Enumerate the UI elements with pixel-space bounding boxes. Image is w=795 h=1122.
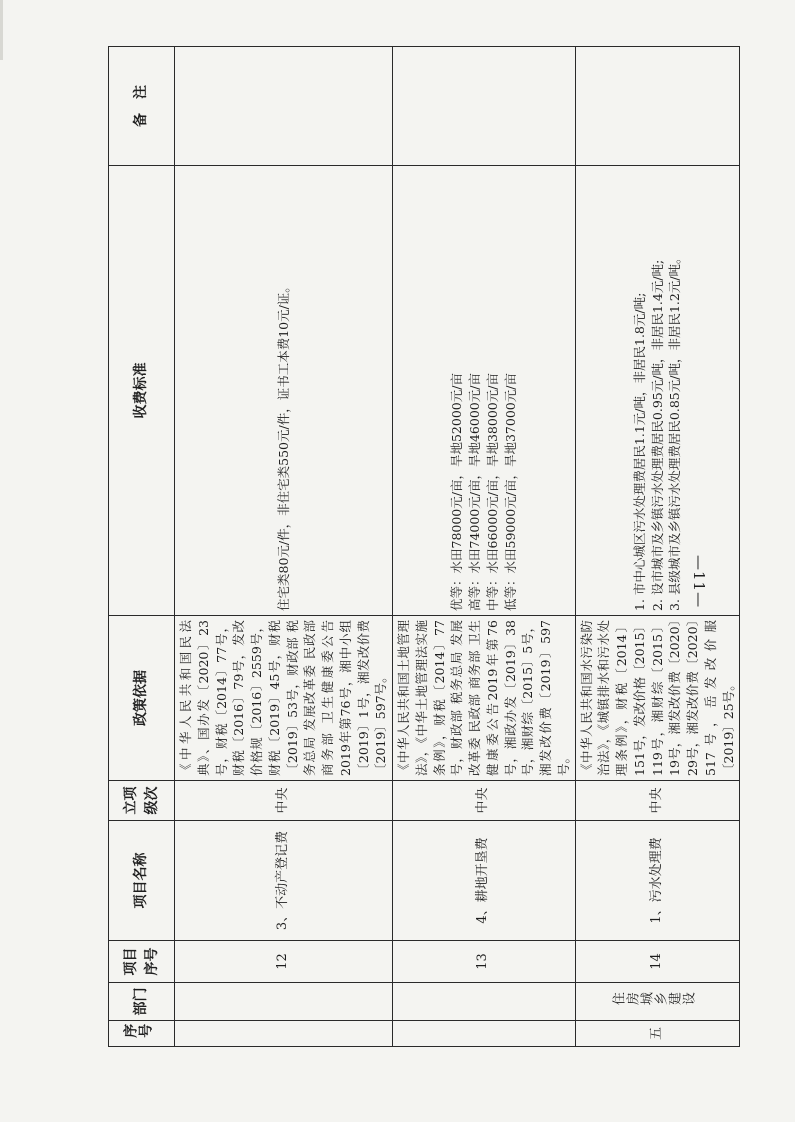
cell-seq <box>393 1021 576 1047</box>
header-dept: 部门 <box>109 983 175 1021</box>
standard-line: 1. 市中心城区污水处理费居民1.1元/吨，非居民1.8元/吨; <box>631 292 647 611</box>
cell-item-seq: 12 <box>175 941 393 983</box>
cell-basis: 《中华人民共和国土地管理法》，《中华土地管理法实施条例》，财税〔2014〕77号，财政部 税务总局 发展改革委 民政部 商务部 卫生健康委公告2019年第76号，湘政办发〔2019〕38号，湘财综〔2015〕5号，湘发改价费〔2019〕597号。 <box>393 616 576 781</box>
cell-level: 中央 <box>175 781 393 821</box>
standard-line: 中等：水田66000元/亩，旱地38000元/亩 <box>484 373 500 611</box>
standard-line: 住宅类80元/件，非住宅类550元/件，证书工本费10元/证。 <box>275 280 291 611</box>
cell-standard <box>575 166 740 616</box>
cell-dept <box>175 983 393 1021</box>
cell-seq: 五 <box>575 1021 740 1047</box>
table-header-row <box>109 47 175 1047</box>
header-standard: 收费标准 <box>109 166 175 616</box>
table-row <box>175 47 393 1047</box>
header-item-name: 项目名称 <box>109 821 175 941</box>
cell-remark <box>175 47 393 166</box>
cell-remark <box>575 47 740 166</box>
cell-standard <box>393 166 576 616</box>
header-basis: 政策依据 <box>109 616 175 781</box>
cell-seq <box>175 1021 393 1047</box>
standard-line: 优等：水田78000元/亩，旱地52000元/亩 <box>449 373 465 611</box>
cell-basis: 《中华人民共和国民法典》、国办发〔2020〕23号，财税〔2014〕77号，财税〔2016〕79号，发改价格规〔2016〕2559号，财税〔2019〕45号，财税〔2019〕53号，财政部 税务总局 发展改革委 民政部 商务部 卫生健康委公告2019年第76号，湘中小组〔2019〕1号，湘发改价费〔2019〕597号。 <box>175 616 393 781</box>
table-row <box>575 47 740 1047</box>
cell-dept <box>393 983 576 1021</box>
header-level: 立项级次 <box>109 781 175 821</box>
standard-line: 2. 设市城市及乡镇污水处理费居民0.95元/吨，非居民1.4元/吨; <box>649 259 665 611</box>
cell-item-name: 3、不动产登记费 <box>175 821 393 941</box>
cell-basis: 《中华人民共和国水污染防治法》，《城镇排水和污水处理条例》，财税〔2014〕151号，发改价格〔2015〕119号，湘财综〔2015〕19号，湘发改价费〔2020〕29号，湘发改价费〔2020〕517号，岳发改价服〔2019〕25号。 <box>575 616 740 781</box>
cell-item-name: 1、污水处理费 <box>575 821 740 941</box>
header-remark: 备 注 <box>109 47 175 166</box>
cell-remark <box>393 47 576 166</box>
cell-level: 中央 <box>393 781 576 821</box>
fee-table <box>108 46 740 1047</box>
standard-line: 高等：水田74000元/亩，旱地46000元/亩 <box>467 373 482 611</box>
page-number: —11— <box>690 555 708 609</box>
cell-item-name: 4、耕地开垦费 <box>393 821 576 941</box>
cell-item-seq: 13 <box>393 941 576 983</box>
standard-line: 低等：水田59000元/亩，旱地37000元/亩 <box>502 373 518 611</box>
standard-line: 3. 县级城市及乡镇污水处理费居民0.85元/吨，非居民1.2元/吨。 <box>667 251 683 611</box>
header-item-seq: 项目序号 <box>109 941 175 983</box>
cell-level: 中央 <box>575 781 740 821</box>
cell-standard <box>175 166 393 616</box>
cell-dept: 住房城乡建设 <box>575 983 740 1021</box>
table-row <box>393 47 576 1047</box>
cell-item-seq: 14 <box>575 941 740 983</box>
header-seq: 序号 <box>109 1021 175 1047</box>
